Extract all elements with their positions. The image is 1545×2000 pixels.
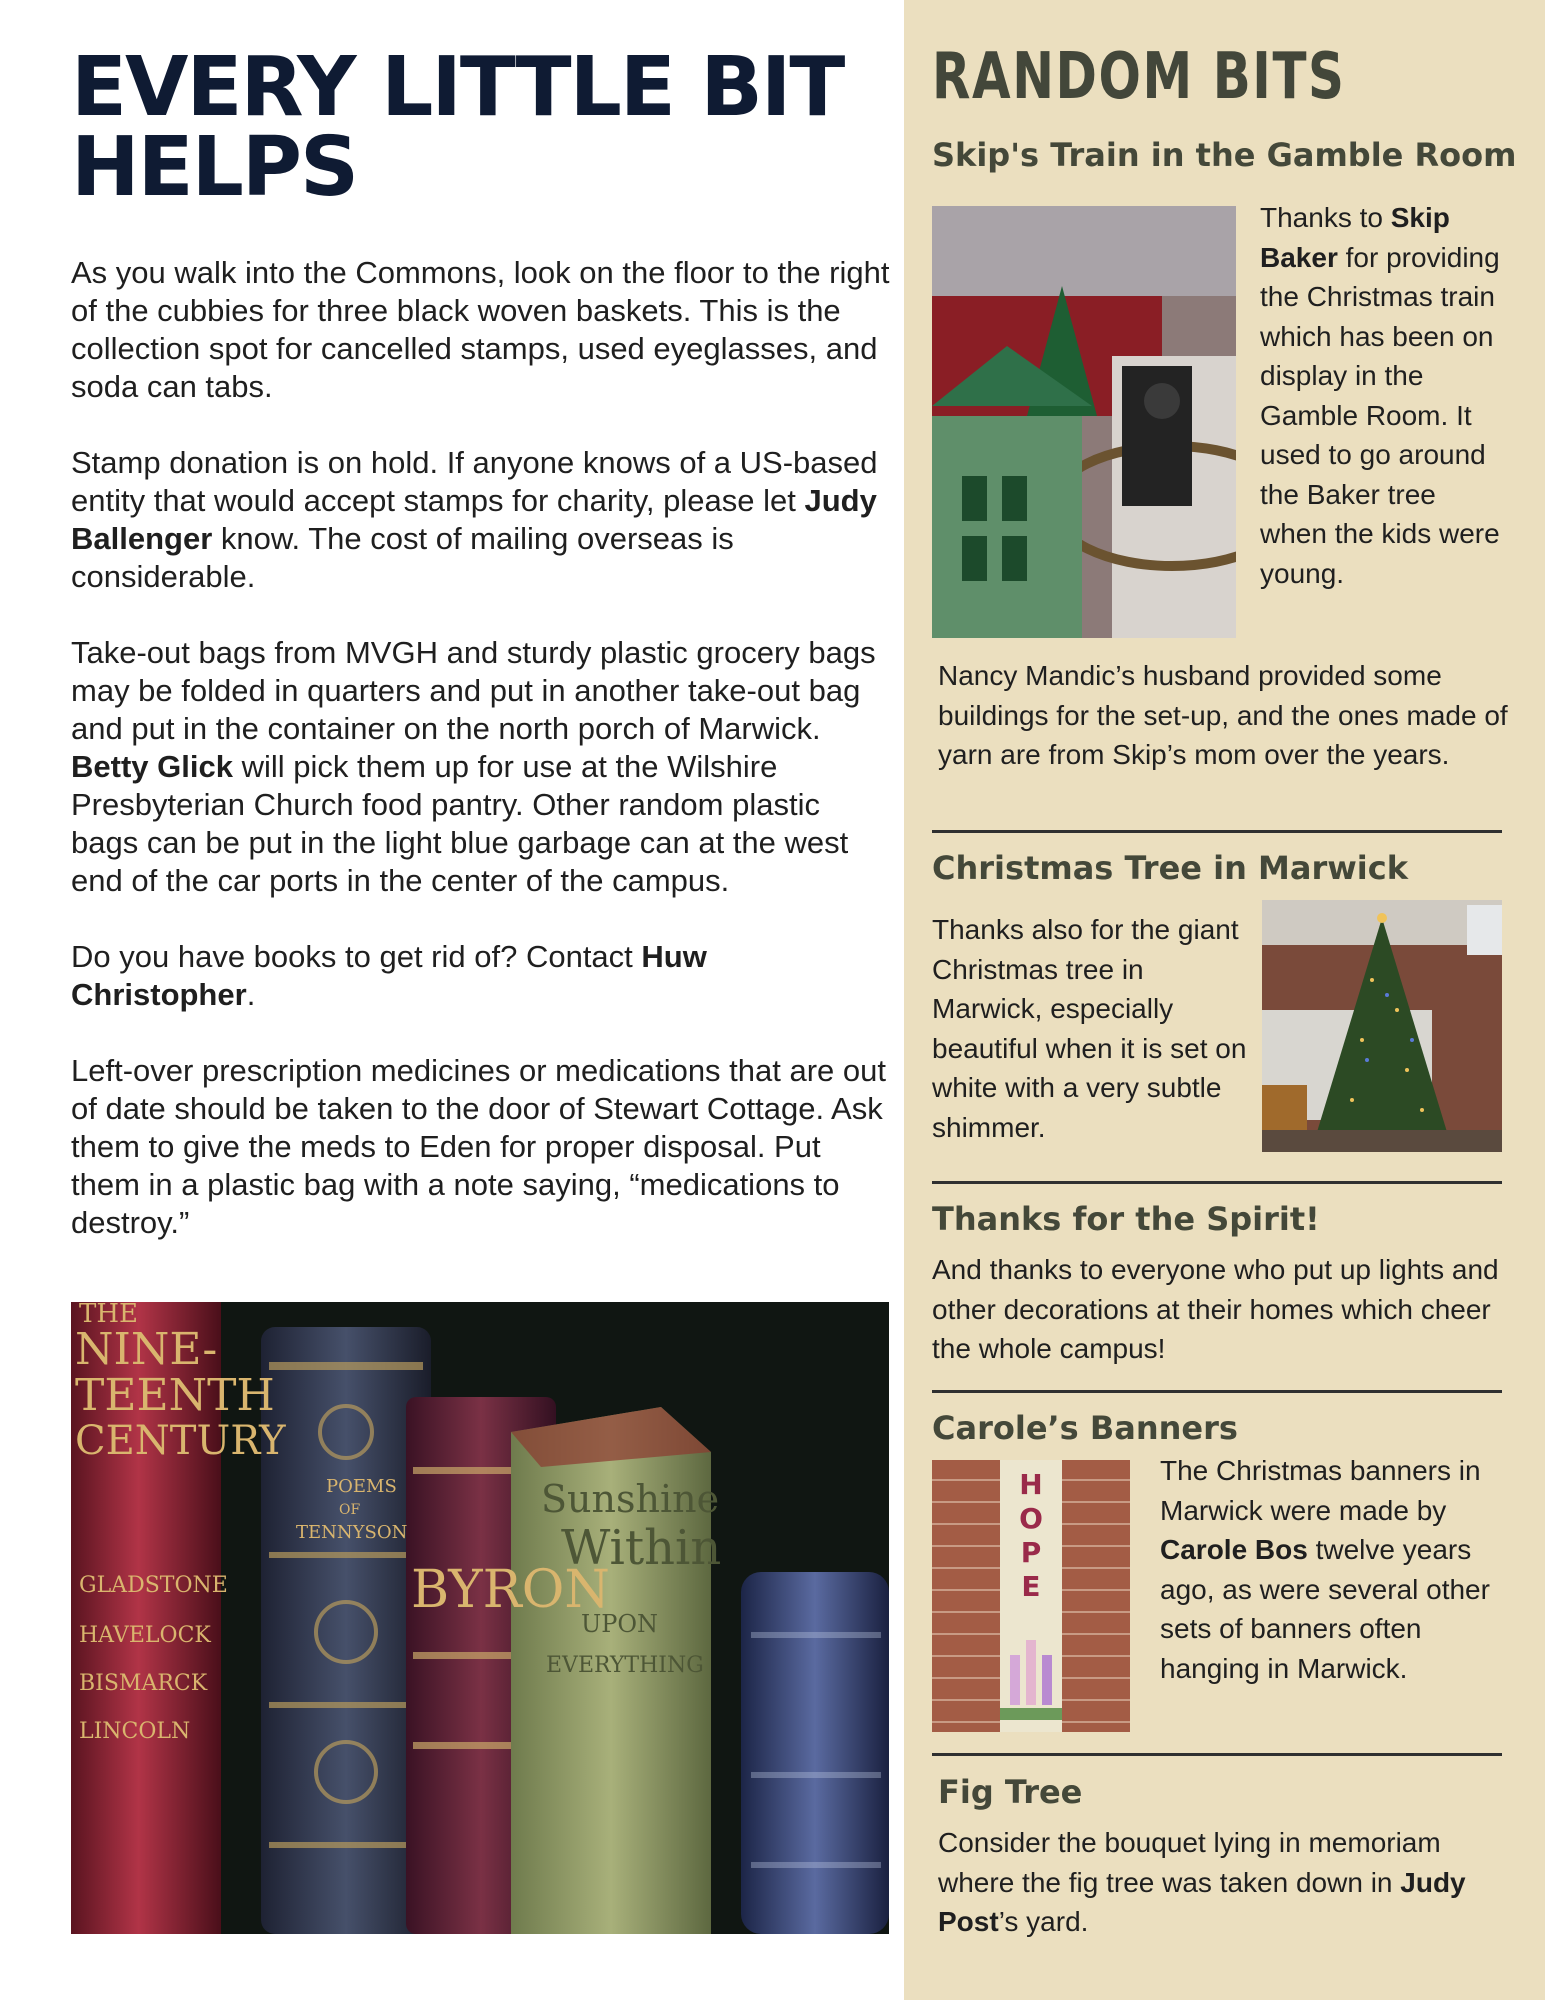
antique-books-photo xyxy=(71,1302,889,1934)
tree-text: Thanks also for the giant Christmas tree in Marwick, especially beautiful when it is set on white with a very subtle shimmer. xyxy=(932,914,1247,1143)
contact-name: Carole Bos xyxy=(1160,1534,1308,1565)
train-photo xyxy=(932,206,1236,638)
random-bits-sidebar xyxy=(904,0,1545,2000)
book-spine-text: TEENTH xyxy=(75,1370,275,1421)
book-spine-text: BYRON xyxy=(411,1560,610,1620)
book-spine-text: UPON xyxy=(581,1610,659,1638)
hope-banner-photo xyxy=(932,1460,1130,1732)
book-spine-text: THE xyxy=(79,1302,138,1329)
book-spine-text: TENNYSON xyxy=(296,1522,408,1543)
train-buildings-text: Nancy Mandic’s husband provided some buildings for the set-up, and the ones made of yarn are from Skip’s mom over the years. xyxy=(938,660,1508,770)
book-spine-text: HAVELOCK xyxy=(79,1623,211,1648)
contact-name: Judy Post xyxy=(938,1866,1466,1937)
bags-paragraph: Take-out bags from MVGH and sturdy plastic grocery bags may be folded in quarters and put in another take-out bag and put in the container on the north porch of Marwick. Betty Glick will pick them up for use at the Wilshire Presbyterian Church food pantry. Other random plastic bags can be put in the light blue garbage can at the west end of the car ports in the center of the campus. xyxy=(71,635,876,898)
stamps-paragraph: Stamp donation is on hold. If anyone knows of a US-based entity that would accept stamps for charity, please let Judy Ballenger know. The cost of mailing overseas is considerable. xyxy=(71,445,878,594)
contact-name: Betty Glick xyxy=(71,749,233,784)
section-heading-train: Skip's Train in the Gamble Room xyxy=(932,136,1517,174)
book-spine-text: Within xyxy=(561,1520,722,1576)
sidebar-title: RANDOM BITS xyxy=(932,40,1346,114)
christmas-tree-photo xyxy=(1262,900,1502,1152)
fig-tree-text: Consider the bouquet lying in memoriam where the fig tree was taken down in Judy Post’s yard. xyxy=(938,1827,1466,1937)
banner-letter: P xyxy=(1020,1536,1042,1569)
banner-illustration xyxy=(932,1460,1130,1732)
spirit-text: And thanks to everyone who put up lights and other decorations at their homes which cheer the whole campus! xyxy=(932,1254,1499,1364)
article-title xyxy=(71,40,891,215)
contact-name: Judy Ballenger xyxy=(71,483,877,556)
book-spine-text: EVERYTHING xyxy=(546,1653,704,1678)
title-line-2: HELPS xyxy=(71,120,358,215)
title-line-1: EVERY LITTLE BIT xyxy=(71,40,844,135)
book-spine-text: LINCOLN xyxy=(79,1719,191,1744)
section-divider xyxy=(932,1181,1502,1184)
baskets-paragraph: As you walk into the Commons, look on the floor to the right of the cubbies for three black woven baskets. This is the collection spot for cancelled stamps, used eyeglasses, and soda can tabs. xyxy=(71,255,890,404)
section-heading-fig-tree: Fig Tree xyxy=(938,1773,1083,1811)
contact-name: Huw Christopher xyxy=(71,939,707,1012)
tree-illustration xyxy=(1262,900,1502,1152)
books-illustration xyxy=(71,1302,889,1934)
book-spine-text: NINE- xyxy=(75,1324,218,1375)
banner-letter: H xyxy=(1019,1468,1043,1501)
contact-name: Skip Baker xyxy=(1260,202,1450,273)
section-divider xyxy=(932,1753,1502,1756)
main-article xyxy=(71,40,891,1242)
train-illustration xyxy=(932,206,1236,638)
book-spine-text: OF xyxy=(339,1502,361,1518)
book-spine-text: POEMS xyxy=(326,1476,397,1497)
book-spine-text: Sunshine xyxy=(541,1477,720,1521)
banner-letter: E xyxy=(1021,1570,1041,1603)
books-paragraph: Do you have books to get rid of? Contact Huw Christopher. xyxy=(71,939,707,1012)
section-heading-tree: Christmas Tree in Marwick xyxy=(932,849,1409,887)
book-spine-text: CENTURY xyxy=(75,1418,286,1464)
train-text: Thanks to Skip Baker for providing the Christmas train which has been on display in the Gamble Room. It used to go around the Baker tree when the kids were young. xyxy=(1260,202,1500,589)
section-heading-banners: Carole’s Banners xyxy=(932,1409,1238,1447)
banner-letter: O xyxy=(1019,1502,1043,1535)
section-heading-spirit: Thanks for the Spirit! xyxy=(932,1200,1320,1238)
section-divider xyxy=(932,830,1502,833)
banners-text: The Christmas banners in Marwick were made by Carole Bos twelve years ago, as were several other sets of banners often hanging in Marwick. xyxy=(1160,1455,1490,1684)
book-spine-text: GLADSTONE xyxy=(79,1573,228,1598)
medications-paragraph: Left-over prescription medicines or medications that are out of date should be taken to the door of Stewart Cottage. Ask them to give the meds to Eden for proper disposal. Put them in a plastic bag with a note saying, “medications to destroy.” xyxy=(71,1053,887,1240)
book-spine-text: BISMARCK xyxy=(79,1671,208,1696)
section-divider xyxy=(932,1390,1502,1393)
